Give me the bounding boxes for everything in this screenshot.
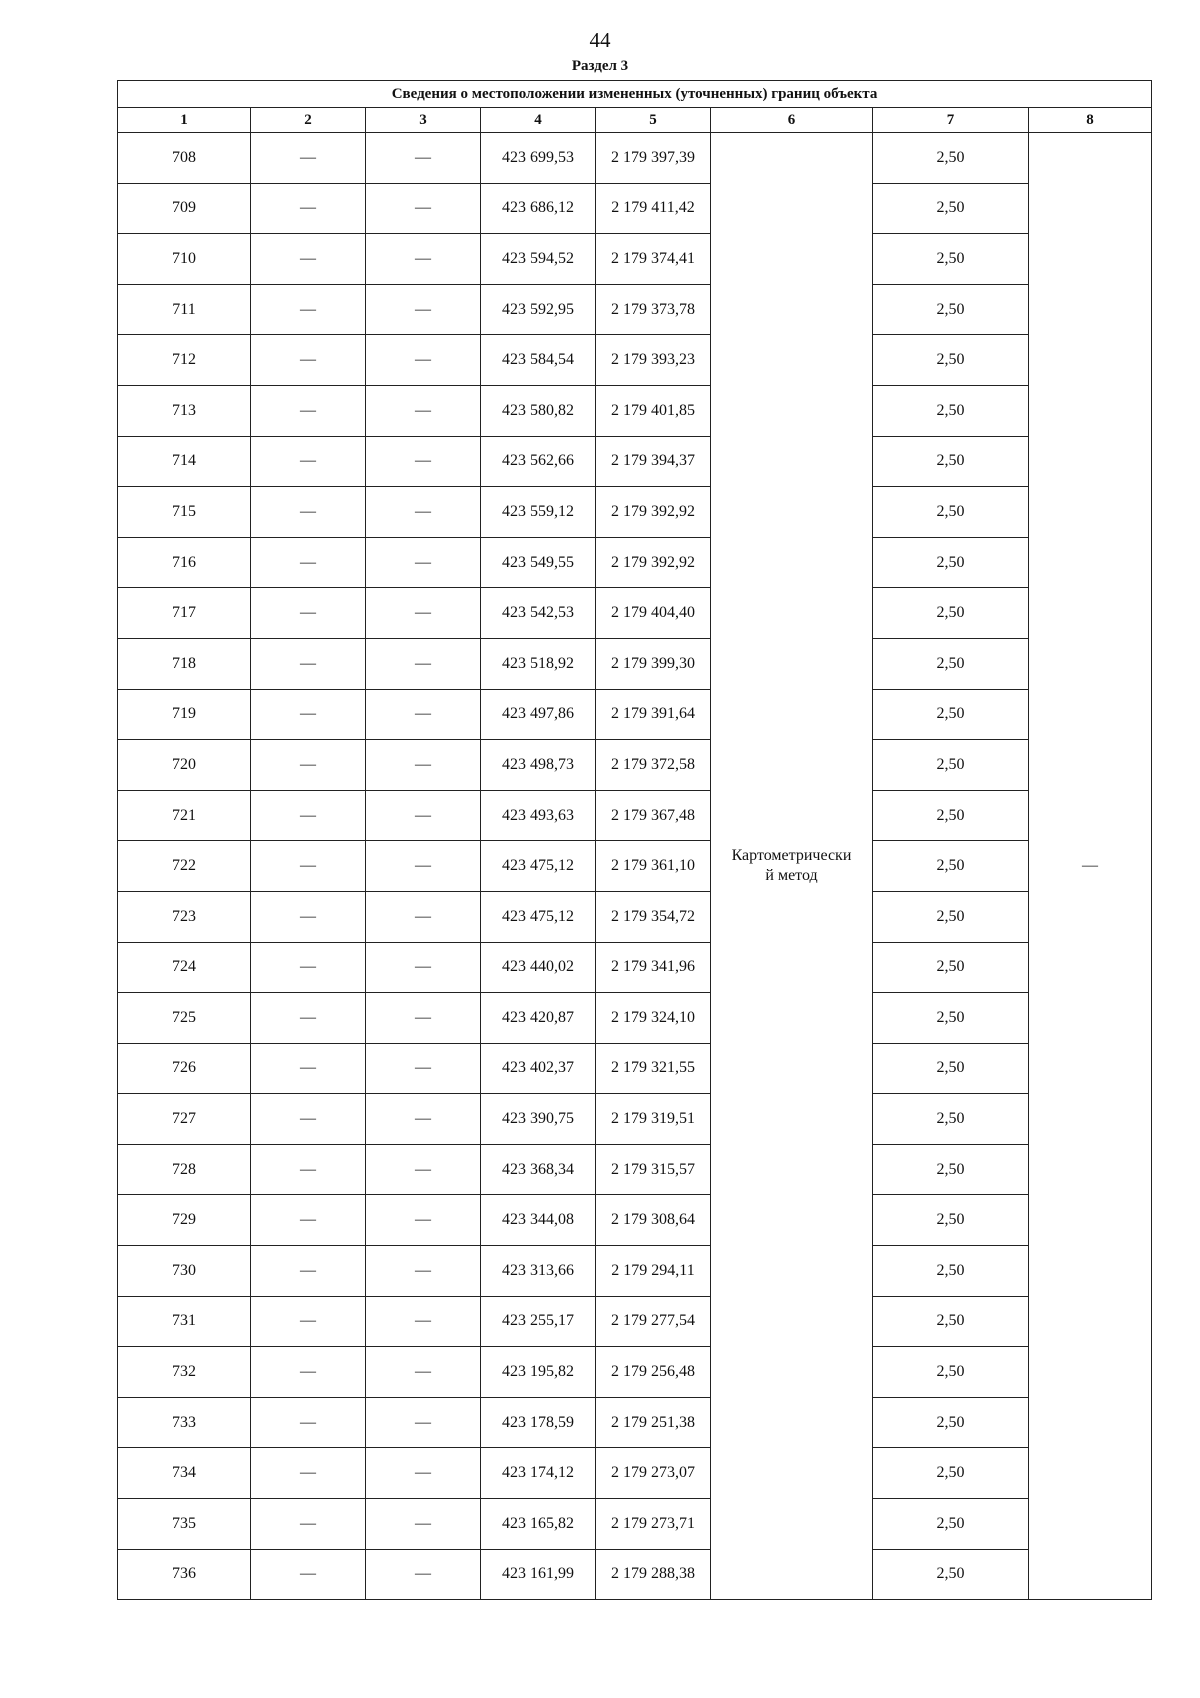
table-cell: 720 (118, 740, 251, 791)
table-cell: — (251, 942, 366, 993)
table-cell: 2,50 (873, 1296, 1029, 1347)
column-number: 2 (251, 108, 366, 133)
table-cell: 708 (118, 133, 251, 184)
table-cell: 2,50 (873, 588, 1029, 639)
table-row (118, 891, 1152, 942)
table-cell: — (251, 588, 366, 639)
table-row (118, 385, 1152, 436)
table-cell: 2,50 (873, 1448, 1029, 1499)
table-cell: — (366, 487, 481, 538)
table-cell: — (251, 841, 366, 892)
table-cell: 2 179 397,39 (596, 133, 711, 184)
boundary-coordinates-table (117, 80, 1152, 1600)
table-cell: — (251, 1094, 366, 1145)
table-row (118, 1094, 1152, 1145)
table-cell: 423 493,63 (481, 790, 596, 841)
table-cell: 709 (118, 183, 251, 234)
table-cell: 2,50 (873, 689, 1029, 740)
table-cell: — (251, 1043, 366, 1094)
table-cell: 735 (118, 1499, 251, 1550)
table-cell: 2 179 324,10 (596, 993, 711, 1044)
column-number: 4 (481, 108, 596, 133)
table-body (118, 133, 1152, 1600)
table-cell: 736 (118, 1549, 251, 1600)
table-cell: 710 (118, 234, 251, 285)
table-cell: 423 420,87 (481, 993, 596, 1044)
table-cell: 423 174,12 (481, 1448, 596, 1499)
table-row (118, 841, 1152, 892)
table-row (118, 183, 1152, 234)
table-row (118, 993, 1152, 1044)
table-cell: — (251, 284, 366, 335)
table-row (118, 487, 1152, 538)
table-cell: — (366, 284, 481, 335)
table-cell: 725 (118, 993, 251, 1044)
table-cell: 2,50 (873, 790, 1029, 841)
table-cell: 423 440,02 (481, 942, 596, 993)
table-cell: 2,50 (873, 1144, 1029, 1195)
table-cell: 2 179 277,54 (596, 1296, 711, 1347)
table-cell: 2,50 (873, 1246, 1029, 1297)
table-cell: 2 179 411,42 (596, 183, 711, 234)
table-cell: — (366, 436, 481, 487)
table-cell: — (251, 1397, 366, 1448)
table-cell: 2 179 393,23 (596, 335, 711, 386)
table-cell: — (366, 1296, 481, 1347)
table-cell: 2 179 372,58 (596, 740, 711, 791)
table-cell: — (366, 1397, 481, 1448)
table-cell: — (366, 1094, 481, 1145)
table-cell: 2 179 341,96 (596, 942, 711, 993)
page-number: 44 (589, 28, 611, 52)
table-cell: — (251, 740, 366, 791)
table-cell: 728 (118, 1144, 251, 1195)
table-cell: — (251, 1448, 366, 1499)
table-cell: 2,50 (873, 487, 1029, 538)
table-row (118, 1549, 1152, 1600)
table-cell: — (251, 234, 366, 285)
table-cell: 423 592,95 (481, 284, 596, 335)
table-cell: — (251, 385, 366, 436)
table-cell: 723 (118, 891, 251, 942)
table-row (118, 1296, 1152, 1347)
table-cell: 716 (118, 537, 251, 588)
table-cell: 423 497,86 (481, 689, 596, 740)
table-cell: 2 179 288,38 (596, 1549, 711, 1600)
method-text-line2: й метод (765, 867, 818, 885)
method-cell (711, 133, 873, 1600)
table-cell: 722 (118, 841, 251, 892)
table-cell: 423 518,92 (481, 638, 596, 689)
table-cell: 2,50 (873, 234, 1029, 285)
column-number: 6 (711, 108, 873, 133)
table-cell: 715 (118, 487, 251, 538)
table-cell: 2 179 308,64 (596, 1195, 711, 1246)
table-row (118, 1397, 1152, 1448)
table-cell: — (251, 790, 366, 841)
table-cell: 423 195,82 (481, 1347, 596, 1398)
table-cell: 2,50 (873, 1549, 1029, 1600)
table-cell: 724 (118, 942, 251, 993)
table-cell: 2 179 391,64 (596, 689, 711, 740)
table-cell: 2 179 392,92 (596, 537, 711, 588)
table-cell: — (366, 385, 481, 436)
table-cell: 423 161,99 (481, 1549, 596, 1600)
table-cell: 423 475,12 (481, 841, 596, 892)
column-number-row (118, 108, 1152, 133)
table-row (118, 234, 1152, 285)
table-cell: — (251, 1296, 366, 1347)
table-cell: 732 (118, 1347, 251, 1398)
table-cell: 2,50 (873, 436, 1029, 487)
table-cell: 2 179 315,57 (596, 1144, 711, 1195)
table-row (118, 638, 1152, 689)
table-cell: — (366, 689, 481, 740)
table-cell: — (366, 1499, 481, 1550)
table-cell: — (366, 1144, 481, 1195)
table-cell: — (366, 942, 481, 993)
table-row (118, 1246, 1152, 1297)
table-cell: 423 165,82 (481, 1499, 596, 1550)
table-cell: — (251, 436, 366, 487)
table-row (118, 1043, 1152, 1094)
table-cell: 423 699,53 (481, 133, 596, 184)
table-cell: — (251, 183, 366, 234)
table-cell: 718 (118, 638, 251, 689)
table-cell: — (366, 993, 481, 1044)
table-cell: 423 178,59 (481, 1397, 596, 1448)
table-row (118, 335, 1152, 386)
table-cell: 2 179 256,48 (596, 1347, 711, 1398)
table-cell: 711 (118, 284, 251, 335)
table-cell: 2 179 401,85 (596, 385, 711, 436)
column-number: 1 (118, 108, 251, 133)
table-cell: — (366, 588, 481, 639)
table-cell: 2 179 321,55 (596, 1043, 711, 1094)
table-row (118, 942, 1152, 993)
table-cell: 714 (118, 436, 251, 487)
table-cell: — (366, 335, 481, 386)
table-cell: 2,50 (873, 537, 1029, 588)
table-row (118, 1499, 1152, 1550)
table-cell: 2 179 374,41 (596, 234, 711, 285)
table-cell: 2 179 273,71 (596, 1499, 711, 1550)
table-cell: 2,50 (873, 133, 1029, 184)
table-cell: 2 179 399,30 (596, 638, 711, 689)
table-cell: — (366, 1347, 481, 1398)
table-cell: 2,50 (873, 1195, 1029, 1246)
table-cell: — (251, 133, 366, 184)
table-cell: — (251, 689, 366, 740)
table-cell: 717 (118, 588, 251, 639)
table-cell: — (251, 487, 366, 538)
table-cell: 731 (118, 1296, 251, 1347)
table-cell: 2,50 (873, 942, 1029, 993)
column8-cell: — (1029, 133, 1152, 1600)
column-number: 8 (1029, 108, 1152, 133)
column-number: 7 (873, 108, 1029, 133)
table-cell: 423 594,52 (481, 234, 596, 285)
table-cell: — (251, 1195, 366, 1246)
table-cell: 423 475,12 (481, 891, 596, 942)
section-title: Раздел 3 (571, 58, 629, 74)
table-cell: 712 (118, 335, 251, 386)
table-caption: Сведения о местоположении измененных (уточненных) границ объекта (118, 81, 1152, 108)
table-cell: — (366, 537, 481, 588)
table-cell: 713 (118, 385, 251, 436)
table-cell: — (366, 638, 481, 689)
table-cell: 2,50 (873, 841, 1029, 892)
table-cell: 2 179 294,11 (596, 1246, 711, 1297)
table-cell: — (251, 1499, 366, 1550)
table-cell: 726 (118, 1043, 251, 1094)
table-cell: 423 562,66 (481, 436, 596, 487)
table-cell: — (251, 638, 366, 689)
table-cell: 2,50 (873, 183, 1029, 234)
table-cell: — (366, 1549, 481, 1600)
table-cell: 423 313,66 (481, 1246, 596, 1297)
table-cell: 734 (118, 1448, 251, 1499)
table-cell: 2,50 (873, 1094, 1029, 1145)
table-cell: 2,50 (873, 284, 1029, 335)
table-cell: 2,50 (873, 1043, 1029, 1094)
table-row (118, 133, 1152, 184)
table-cell: 2 179 354,72 (596, 891, 711, 942)
table-cell: 423 402,37 (481, 1043, 596, 1094)
table-cell: — (251, 891, 366, 942)
table-cell: 2,50 (873, 993, 1029, 1044)
method-text-line1: Картометрически (731, 847, 852, 865)
column-number: 5 (596, 108, 711, 133)
table-row (118, 1448, 1152, 1499)
table-cell: 2,50 (873, 638, 1029, 689)
table-cell: 423 584,54 (481, 335, 596, 386)
table-cell: — (366, 1246, 481, 1297)
column-number: 3 (366, 108, 481, 133)
table-cell: 730 (118, 1246, 251, 1297)
table-row (118, 790, 1152, 841)
table-row (118, 1195, 1152, 1246)
table-cell: — (251, 537, 366, 588)
table-cell: — (366, 234, 481, 285)
table-row (118, 689, 1152, 740)
table-cell: 423 686,12 (481, 183, 596, 234)
table-cell: — (366, 841, 481, 892)
table-cell: 423 344,08 (481, 1195, 596, 1246)
table-cell: — (251, 993, 366, 1044)
table-row (118, 284, 1152, 335)
table-cell: — (366, 891, 481, 942)
table-cell: 727 (118, 1094, 251, 1145)
table-row (118, 740, 1152, 791)
table-cell: — (366, 1448, 481, 1499)
table-cell: 423 559,12 (481, 487, 596, 538)
table-cell: — (366, 1043, 481, 1094)
table-cell: — (251, 1347, 366, 1398)
table-cell: 733 (118, 1397, 251, 1448)
table-row (118, 436, 1152, 487)
table-cell: 2 179 367,48 (596, 790, 711, 841)
table-cell: — (366, 183, 481, 234)
table-cell: — (251, 1144, 366, 1195)
table-cell: 2 179 373,78 (596, 284, 711, 335)
table-cell: 423 255,17 (481, 1296, 596, 1347)
table-cell: — (251, 1246, 366, 1297)
table-cell: — (366, 1195, 481, 1246)
table-cell: 423 549,55 (481, 537, 596, 588)
table-cell: 2,50 (873, 385, 1029, 436)
table-cell: — (366, 133, 481, 184)
table-cell: 423 580,82 (481, 385, 596, 436)
table-cell: 2 179 394,37 (596, 436, 711, 487)
table-cell: 423 368,34 (481, 1144, 596, 1195)
table-cell: 721 (118, 790, 251, 841)
table-cell: 2,50 (873, 1397, 1029, 1448)
table-cell: 2,50 (873, 1347, 1029, 1398)
table-cell: 423 390,75 (481, 1094, 596, 1145)
table-cell: 2 179 361,10 (596, 841, 711, 892)
table-cell: 423 498,73 (481, 740, 596, 791)
table-cell: 2 179 319,51 (596, 1094, 711, 1145)
table-cell: 2 179 392,92 (596, 487, 711, 538)
table-cell: 2 179 251,38 (596, 1397, 711, 1448)
table-cell: 2,50 (873, 335, 1029, 386)
table-cell: 2,50 (873, 740, 1029, 791)
table-row (118, 1144, 1152, 1195)
table-row (118, 1347, 1152, 1398)
table-cell: — (251, 335, 366, 386)
table-cell: — (366, 790, 481, 841)
table-cell: 423 542,53 (481, 588, 596, 639)
table-cell: — (251, 1549, 366, 1600)
table-cell: 2,50 (873, 1499, 1029, 1550)
table-cell: 2 179 273,07 (596, 1448, 711, 1499)
table-cell: 729 (118, 1195, 251, 1246)
table-row (118, 588, 1152, 639)
table-cell: 719 (118, 689, 251, 740)
table-cell: — (366, 740, 481, 791)
table-cell: 2 179 404,40 (596, 588, 711, 639)
table-row (118, 537, 1152, 588)
table-cell: 2,50 (873, 891, 1029, 942)
